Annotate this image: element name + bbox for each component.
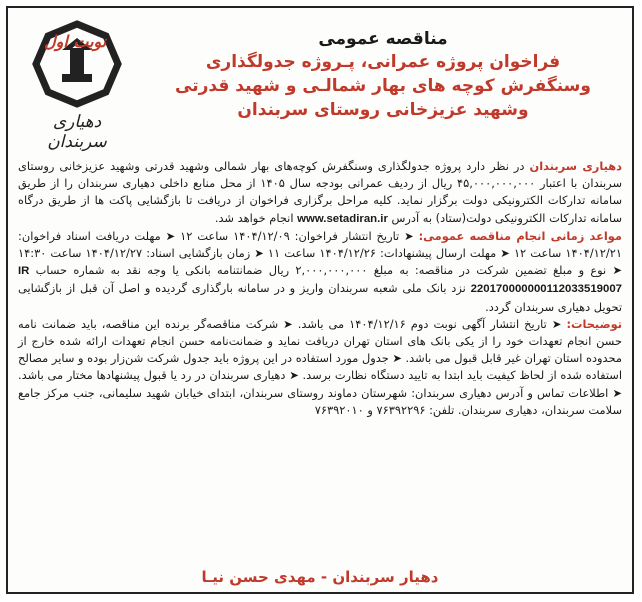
schedule-end: نزد بانک ملی شعبه سربندان واریز و در سامانه بارگذاری گردیده و اصل آن قبل از بازگشایی تحویل دهیاری سربندان گردد. [18,281,622,314]
notice-body [18,158,622,419]
intro-end: انجام خواهد شد. [214,210,294,225]
bullet-icon: ➤ [404,228,414,243]
notes-title: توضیحات: [566,316,623,331]
signature: دهیار سربندان - مهدی حسن نیـا [201,568,439,586]
schedule-paragraph [18,228,622,316]
headline-line: فراخوان پروژه عمرانی، پـروژه جدولگذاری [205,52,561,72]
tender-notice [6,6,634,594]
notice-kind: مناقصه عمومی [318,29,448,49]
publication-turn: نوبت اول [44,32,107,51]
notice-titles [148,28,618,122]
notes-text: تاریخ انتشار آگهی نوبت دوم ۱۴۰۴/۱۲/۱۶ می باشد. ➤ شرکت مناقصه‌گر برنده این مناقصه، باید ضمانت نامه حسن انجام تعهدات خود را از یکی بانک های استان تهران دریافت نماید و ضمانت‌نامه حسن انجام تعهدات ارائه شده خارج از محدوده استان تهران غیر قابل قبول می باشد. ➤ جدول مورد استفاده در این پروژه باید جدول شرکت شن‌زار بوده و سایر مصالح استفاده شده از لحاظ کیفیت باید ابتدا به تایید دستگاه نظارت برسد. ➤ دهیاری سربندان در رد یا قبول پیشنهادها مختار می باشد. ➤ اطلاعات تماس و آدرس دهیاری سربندان: شهرستان دماوند روستای سربندان، ابتدای خیابان شهید سلیمانی، جنب مرکز جامع سلامت سربندان، دهیاری سربندان. تلفن: ۷۶۳۹۲۲۹۶ و ۷۶۳۹۲۰۱۰ [18,316,622,417]
intro-paragraph [18,158,622,228]
logo-text: دهیاری سربندان [47,112,107,152]
intro-organization: دهیاری سربندان [529,159,623,173]
account-iban: IR 220170000000112033519007 [18,265,623,296]
schedule-title: مواعد زمانی انجام مناقصه عمومی: [418,228,622,243]
intro-text: در نظر دارد پروژه جدولگذاری وسنگفرش کوچه‌های بهار شمالی وشهید قدرتی وشهید عزیزخانی روستای سربندان با اعتبار ۴۵,۰۰۰,۰۰۰,۰۰۰ ریال از ردیف عمرانی بودجه سال ۱۴۰۵ از محل منابع داخلی دهیاری سربندان را از طریق سامانه تدارکات الکترونیکی دولت برگزار نماید. کلیه مراحل برگزاری فراخوان از دریافت تا بازگشایی پاکت ها از طریق درگاه سامانه تدارکات الکترونیکی دولت(ستاد) به آدرس [18,159,622,225]
notes-paragraph [18,316,622,419]
notice-header [8,8,632,158]
website-link[interactable]: www.setadiran.ir [297,212,388,225]
headline-line: وشهید عزیزخانی روستای سربندان [237,100,529,120]
schedule-text: تاریخ انتشار فراخوان: ۱۴۰۴/۱۲/۰۹ ساعت ۱۲ ➤ مهلت دریافت اسناد فراخوان: ۱۴۰۴/۱۲/۲۱ ساعت ۱۲ ➤ مهلت ارسال پیشنهادات: ۱۴۰۴/۱۲/۲۶ ساعت ۱۱ ➤ زمان بازگشایی اسناد: ۱۴۰۴/۱۲/۲۷ ساعت ۱۴:۳۰ ➤ نوع و مبلغ تضمین شرکت در مناقصه: به مبلغ ۲,۰۰۰,۰۰۰,۰۰۰ ریال ضمانتنامه بانکی یا وجه نقد به شماره حساب [18,228,623,278]
headline-line: وسنگفرش کوچه های بهار شمالـی و شهید قدرتی [175,76,591,96]
bullet-icon: ➤ [551,316,562,331]
